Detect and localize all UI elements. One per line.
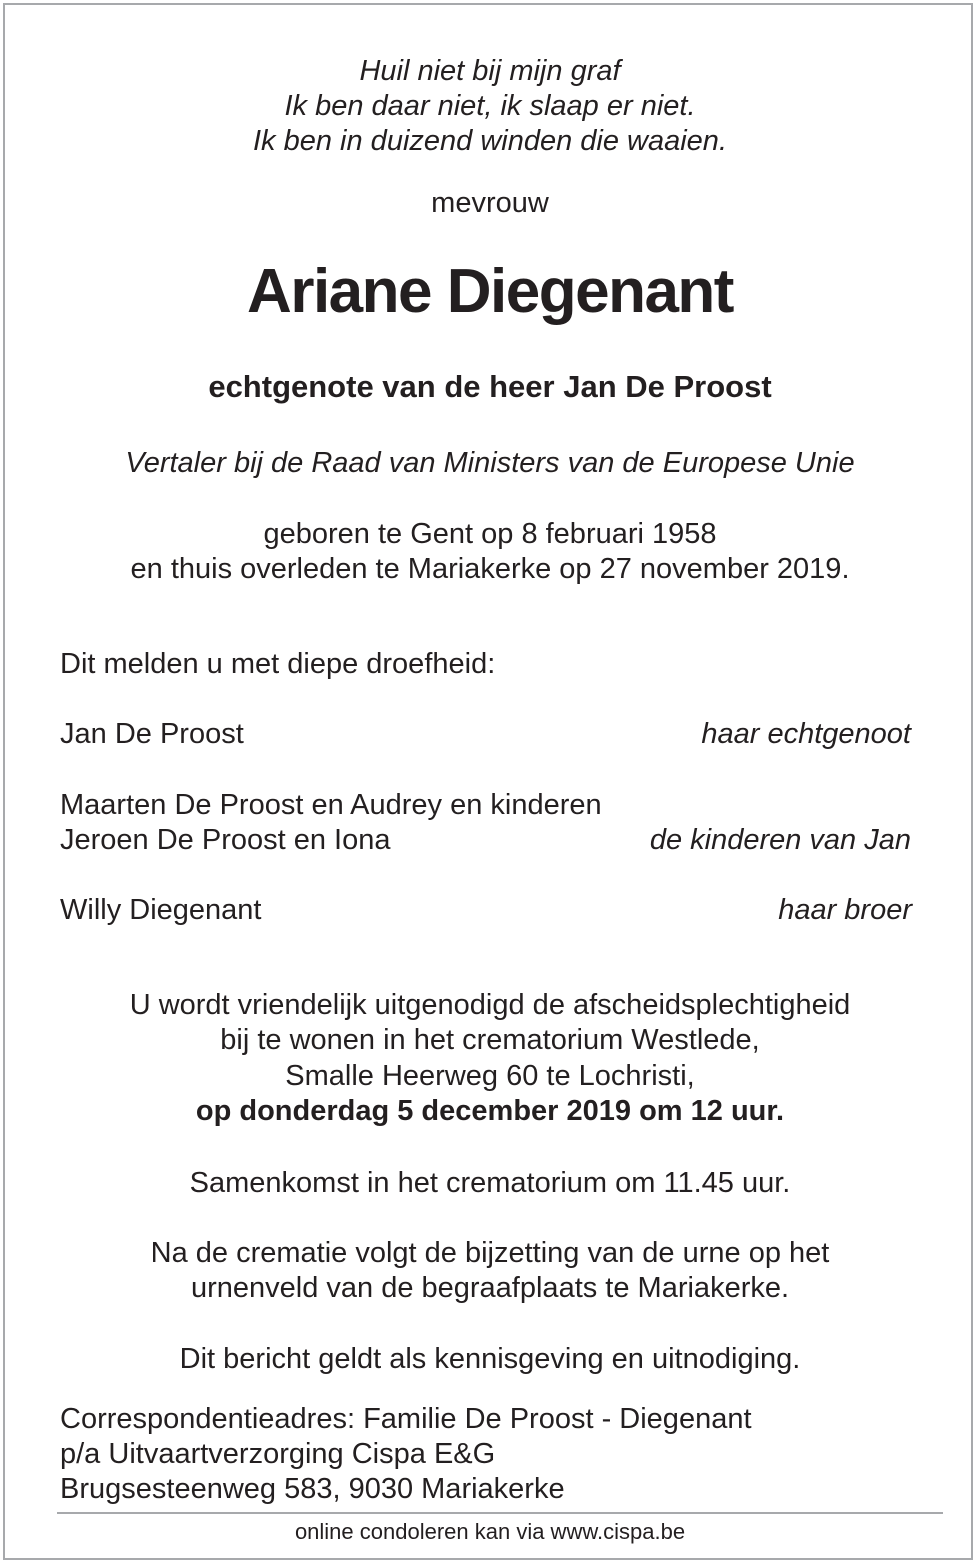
deceased-name: Ariane Diegenant [247, 257, 733, 326]
gathering: Samenkomst in het crematorium om 11.45 uur. [189, 1167, 791, 1199]
address-line-3: Brugsesteenweg 583, 9030 Mariakerke [60, 1473, 565, 1505]
footer-condolence-link: online condoleren kan via www.cispa.be [294, 1519, 686, 1544]
address-line-1: Correspondentieadres: Familie De Proost - Diegenant [60, 1403, 752, 1435]
profession: Vertaler bij de Raad van Ministers van de Europese Unie [125, 447, 855, 479]
spouse-line: echtgenote van de heer Jan De Proost [208, 369, 772, 404]
poem-line-1: Huil niet bij mijn graf [359, 55, 621, 87]
mourner-name: Jan De Proost [60, 718, 244, 750]
honorific: mevrouw [431, 187, 549, 219]
poem-line-2: Ik ben daar niet, ik slaap er niet. [284, 90, 696, 122]
footer-divider [57, 1512, 943, 1514]
page-border [3, 3, 973, 1560]
urn-line-1: Na de crematie volgt de bijzetting van de urne op het [150, 1237, 830, 1269]
ceremony-line-3: Smalle Heerweg 60 te Lochristi, [285, 1060, 695, 1092]
mourner-name: Willy Diegenant [60, 894, 262, 926]
ceremony-line-2: bij te wonen in het crematorium Westlede, [220, 1024, 760, 1056]
announcement-intro: Dit melden u met diepe droefheid: [60, 648, 496, 680]
address-line-2: p/a Uitvaartverzorging Cispa E&G [60, 1438, 496, 1470]
mourner-relation: haar echtgenoot [701, 718, 911, 750]
poem-line-3: Ik ben in duizend winden die waaien. [253, 125, 727, 157]
ceremony-date: op donderdag 5 december 2019 om 12 uur. [195, 1095, 785, 1127]
birth-line: geboren te Gent op 8 februari 1958 [263, 518, 717, 550]
mourner-name: Maarten De Proost en Audrey en kinderen [60, 789, 602, 821]
mourner-name: Jeroen De Proost en Iona [60, 824, 391, 856]
ceremony-line-1: U wordt vriendelijk uitgenodigd de afscheidsplechtigheid [129, 989, 851, 1021]
notice: Dit bericht geldt als kennisgeving en uitnodiging. [179, 1343, 801, 1375]
urn-line-2: urnenveld van de begraafplaats te Mariakerke. [190, 1272, 790, 1304]
mourner-relation: de kinderen van Jan [649, 824, 911, 856]
mourner-relation: haar broer [778, 894, 912, 926]
death-line: en thuis overleden te Mariakerke op 27 november 2019. [130, 553, 850, 585]
